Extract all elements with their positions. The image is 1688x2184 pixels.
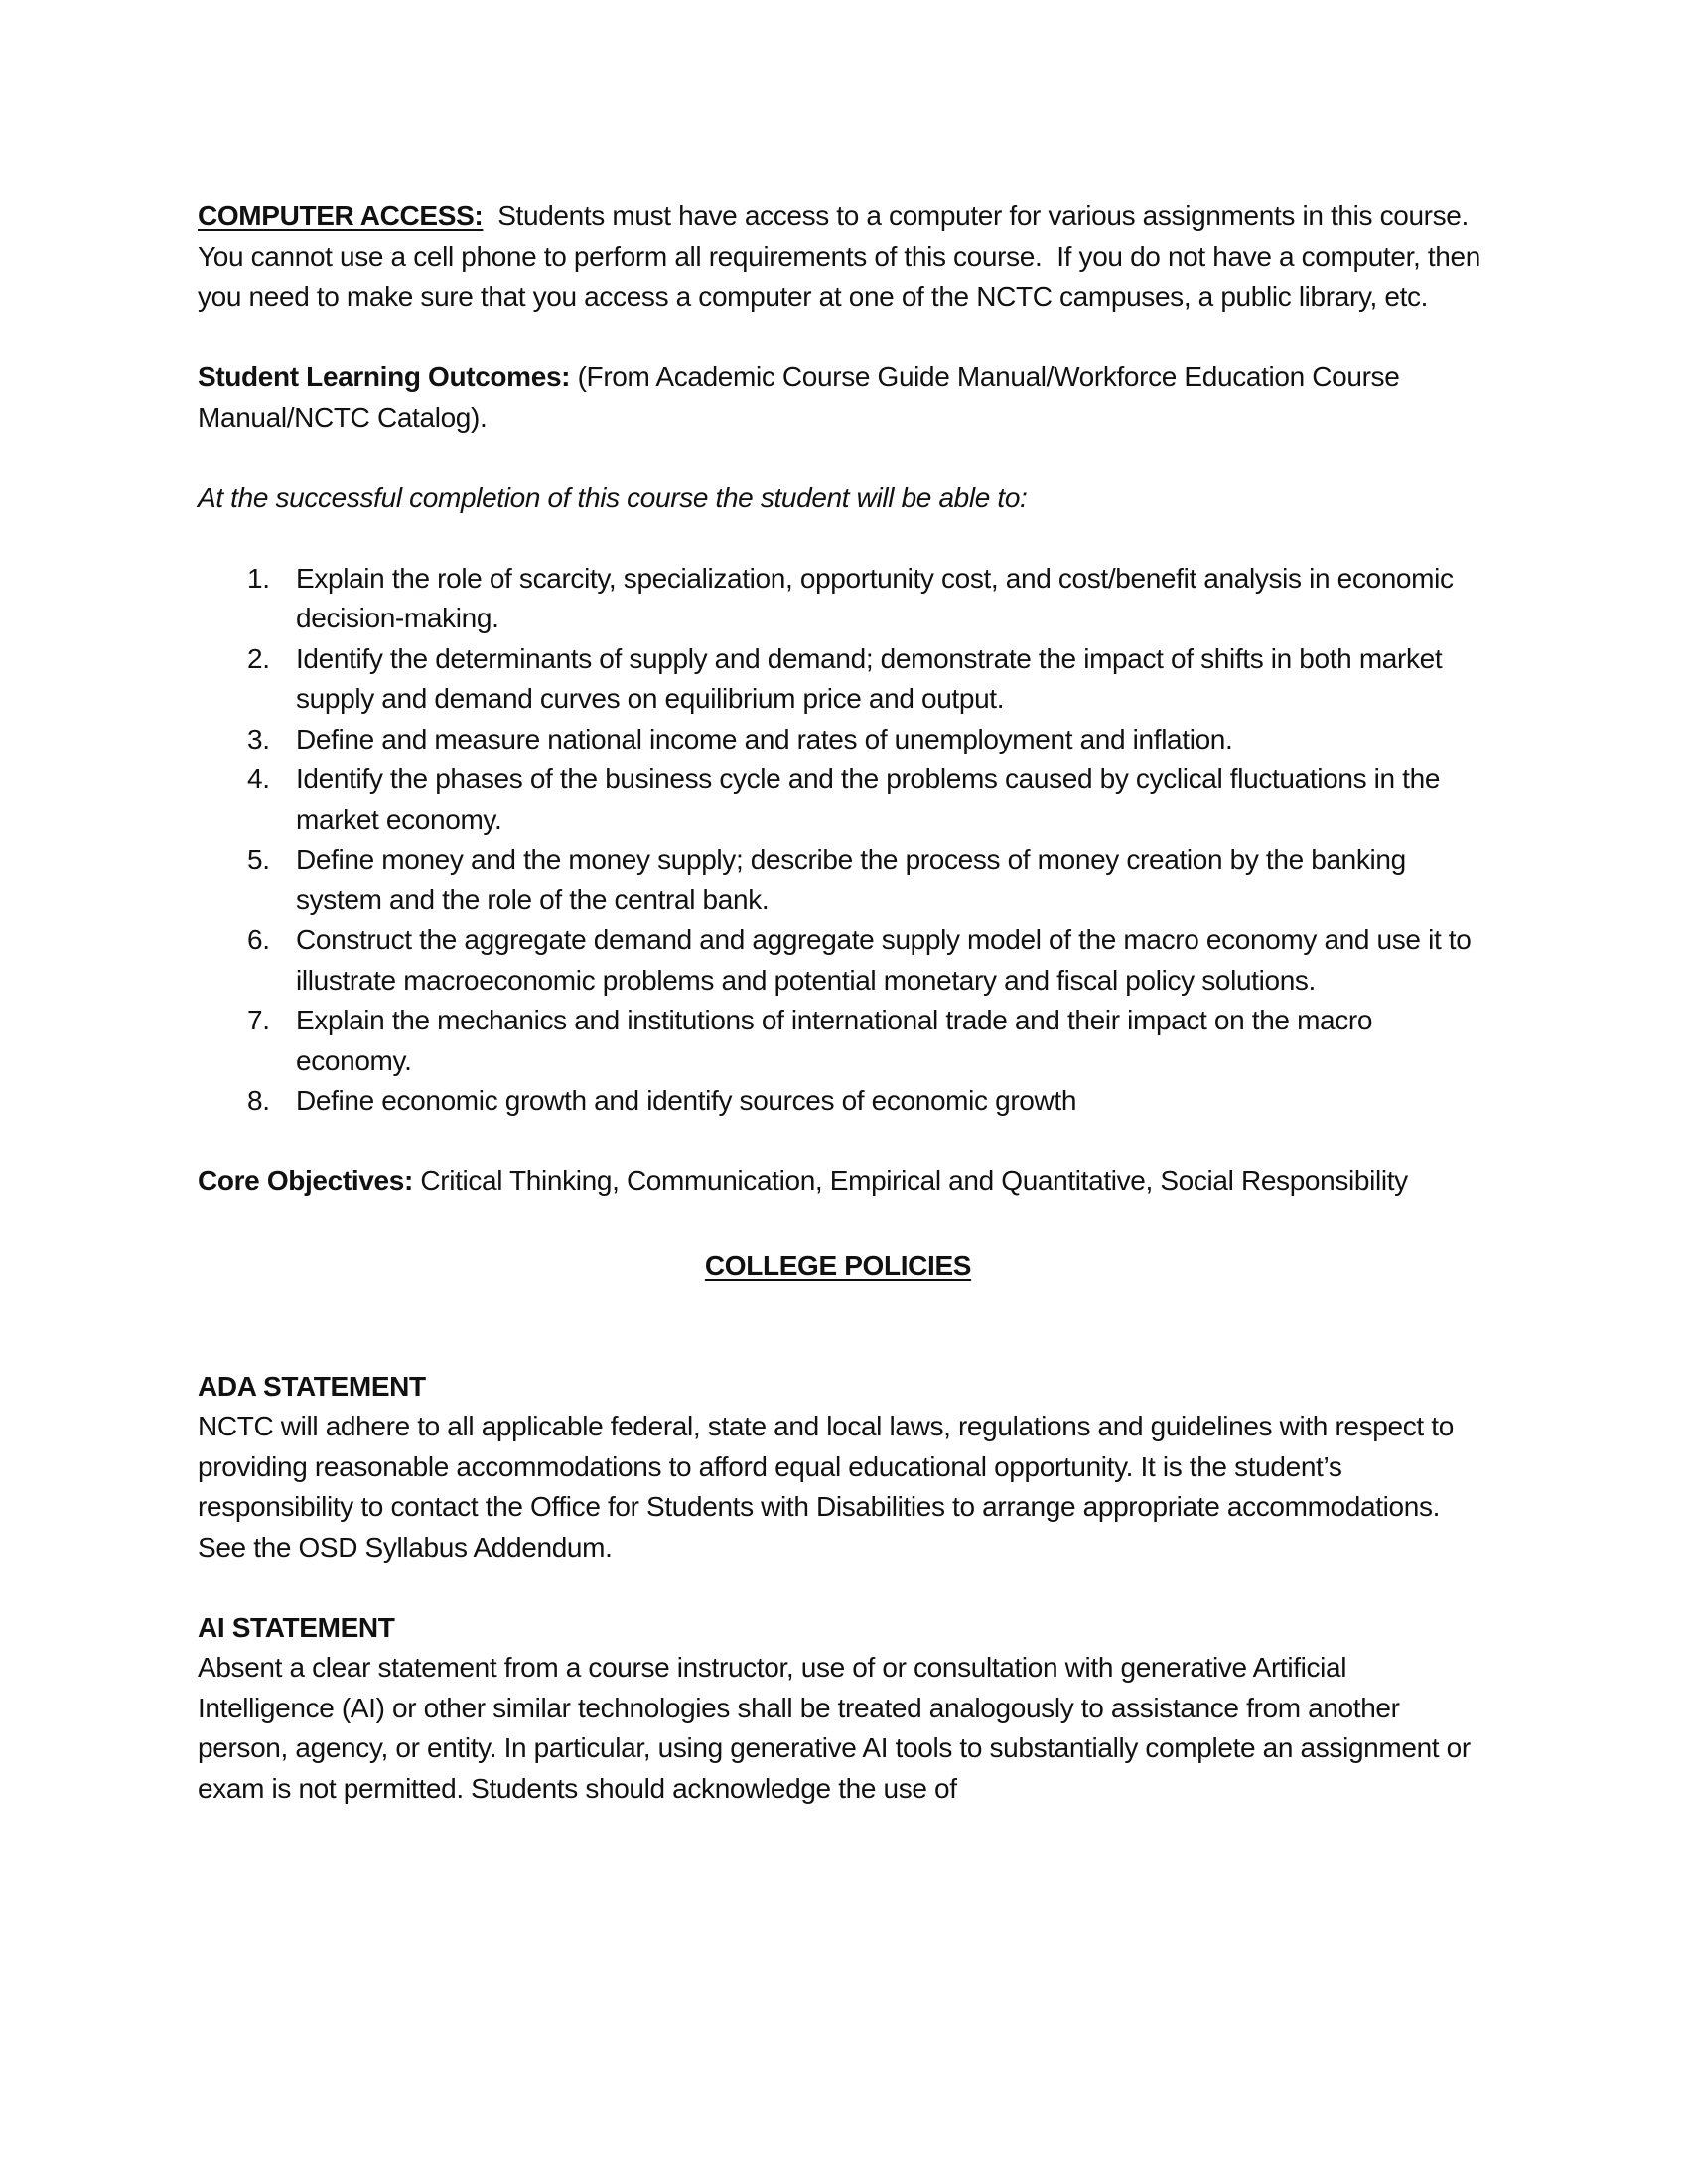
list-text: Identify the phases of the business cycle and the problems caused by cyclical fluctuations in the market economy. <box>296 763 1441 835</box>
list-number: 3. <box>247 723 270 754</box>
core-objectives-label: Core Objectives: <box>198 1165 413 1196</box>
list-item <box>198 840 1488 920</box>
ai-heading: AI STATEMENT <box>198 1611 395 1643</box>
list-text: Define and measure national income and rates of unemployment and inflation. <box>296 723 1233 754</box>
computer-access-paragraph <box>198 197 1488 318</box>
spacer <box>198 1122 1488 1162</box>
slo-intro: At the successful completion of this course the student will be able to: <box>198 481 1028 513</box>
list-text: Construct the aggregate demand and aggregate supply model of the macro economy and use it to illustrate macroeconomic problems and potential monetary and fiscal policy solutions. <box>296 924 1472 996</box>
list-item <box>198 720 1488 760</box>
list-text: Define economic growth and identify sources of economic growth <box>296 1085 1077 1116</box>
ai-text: Absent a clear statement from a course instructor, use of or consultation with generative Artificial Intelligence (AI) or other similar technologies shall be treated analogously to assistance from another person, agency, or entity. In particular, using generative AI tools to substantially complete an assignment or exam is not permitted. Students should acknowledge the use of <box>198 1652 1471 1804</box>
list-text: Identify the determinants of supply and demand; demonstrate the impact of shifts in both market supply and demand curves on equilibrium price and output. <box>296 642 1443 714</box>
spacer <box>198 1287 1488 1367</box>
spacer <box>198 1202 1488 1243</box>
list-number: 2. <box>247 642 270 674</box>
list-number: 4. <box>247 763 270 794</box>
list-number: 1. <box>247 562 270 594</box>
list-item <box>198 559 1488 639</box>
ada-heading: ADA STATEMENT <box>198 1370 426 1402</box>
list-number: 7. <box>247 1005 270 1035</box>
slo-source-text: (From Academic Course Guide Manual/Workforce Education Course Manual/NCTC Catalog). <box>198 361 1400 433</box>
list-number: 5. <box>247 844 270 875</box>
list-text: Explain the role of scarcity, specialization, opportunity cost, and cost/benefit analysis in economic decision-making. <box>296 562 1454 633</box>
list-item <box>198 639 1488 720</box>
slo-label: Student Learning Outcomes: <box>198 361 571 392</box>
list-number: 6. <box>247 924 270 955</box>
core-objectives-paragraph <box>198 1161 1488 1202</box>
slo-paragraph <box>198 357 1488 438</box>
list-text: Explain the mechanics and institutions of international trade and their impact on the macro economy. <box>296 1005 1373 1076</box>
list-number: 8. <box>247 1085 270 1116</box>
spacer <box>198 318 1488 358</box>
computer-access-text: Students must have access to a computer for various assignments in this course. You cannot use a cell phone to perform all requirements of this course. If you do not have a computer, then you need to make sure that you access a computer at one of the NCTC campuses, a public library, etc. <box>198 201 1488 312</box>
college-policies-heading-row <box>198 1246 1478 1287</box>
core-objectives-text: Critical Thinking, Communication, Empirical and Quantitative, Social Responsibility <box>412 1165 1408 1196</box>
list-text: Define money and the money supply; describe the process of money creation by the banking system and the role of the central bank. <box>296 844 1406 915</box>
ada-text: NCTC will adhere to all applicable federal, state and local laws, regulations and guidelines with respect to providing reasonable accommodations to afford equal educational opportunity. It is the student’s responsibility to contact the Office for Students with Disabilities to arrange appropriate accommodations. See the OSD Syllabus Addendum. <box>198 1411 1454 1563</box>
list-item <box>198 920 1488 1001</box>
list-item <box>198 759 1488 840</box>
outcomes-list <box>198 559 1488 1122</box>
list-item <box>198 1081 1488 1122</box>
spacer <box>198 518 1488 559</box>
spacer <box>198 438 1488 478</box>
document-page <box>198 197 1488 1809</box>
spacer <box>198 1568 1488 1608</box>
college-policies-heading: COLLEGE POLICIES <box>704 1250 972 1281</box>
list-item <box>198 1001 1488 1081</box>
computer-access-label: COMPUTER ACCESS: <box>198 201 484 231</box>
